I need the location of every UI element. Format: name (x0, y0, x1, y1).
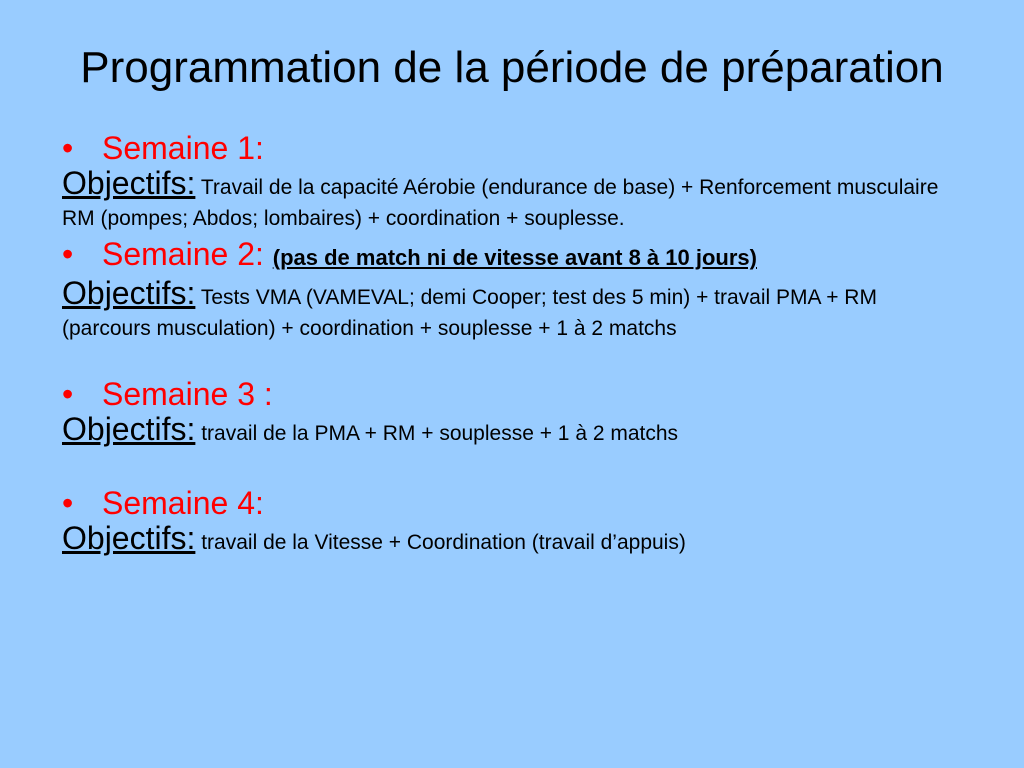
week-3-heading (62, 374, 962, 414)
week-3-objectives (62, 411, 962, 449)
bullet-icon: • (62, 236, 74, 272)
bullet-icon: • (62, 376, 74, 412)
week-1-heading-text: Semaine 1: (102, 130, 264, 166)
week-2-objectives-text: Tests VMA (VAMEVAL; demi Cooper; test des 5 min) + travail PMA + RM (parcours musculation) + coordination + souplesse + 1 à 2 matchs (62, 286, 877, 340)
bullet-icon: • (62, 485, 74, 521)
week-2-objectives-label: Objectifs: (62, 275, 196, 311)
week-4-heading-text: Semaine 4: (102, 485, 264, 521)
week-3-heading-text: Semaine 3 : (102, 376, 273, 412)
week-3-objectives-text: travail de la PMA + RM + souplesse + 1 à 2 matchs (201, 422, 679, 445)
week-2-heading-text: Semaine 2: (102, 236, 264, 272)
week-1-objectives-label: Objectifs: (62, 165, 196, 201)
week-3-objectives-label: Objectifs: (62, 411, 196, 447)
week-2-objectives (62, 275, 962, 344)
week-4-objectives (62, 520, 962, 558)
week-1-heading (62, 128, 962, 168)
bullet-icon: • (62, 130, 74, 166)
week-1-objectives-text: Travail de la capacité Aérobie (endurance de base) + Renforcement musculaire RM (pompes; Abdos; lombaires) + coordination + souplesse. (62, 176, 939, 230)
week-4-heading (62, 483, 962, 523)
spacer (62, 344, 962, 374)
week-4-objectives-label: Objectifs: (62, 520, 196, 556)
slide-title: Programmation de la période de préparation (80, 43, 944, 92)
week-2-heading (62, 234, 962, 278)
week-2-note: (pas de match ni de vitesse avant 8 à 10 jours) (272, 245, 757, 270)
week-1-objectives (62, 165, 962, 234)
spacer (62, 449, 962, 483)
week-4-objectives-text: travail de la Vitesse + Coordination (travail d’appuis) (201, 531, 686, 554)
slide-content (62, 128, 962, 558)
